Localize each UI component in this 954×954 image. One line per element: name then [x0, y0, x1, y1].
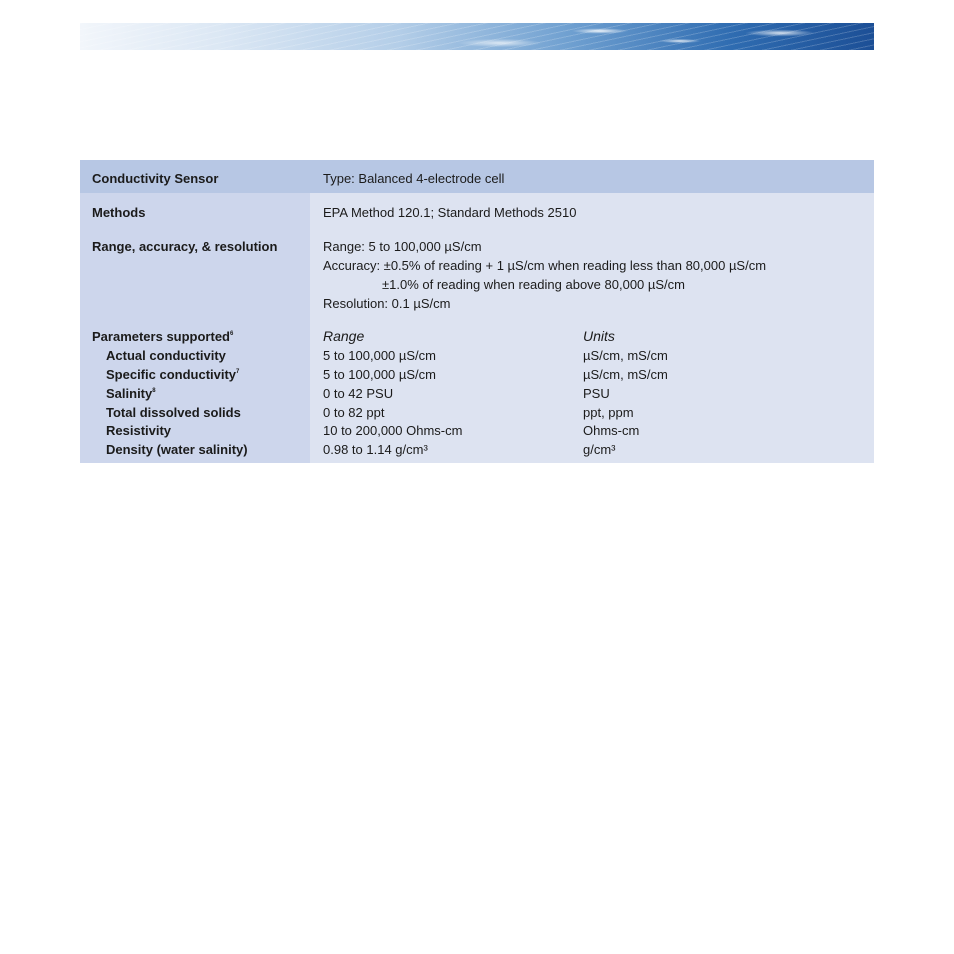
parameter-range: 5 to 100,000 µS/cm — [323, 367, 437, 382]
parameter-name: Salinity$^8$ — [106, 386, 156, 401]
parameter-units: µS/cm, mS/cm — [583, 367, 668, 382]
range-value: Range: 5 to 100,000 µS/cm — [323, 239, 482, 254]
units-column-header: Units — [583, 328, 615, 344]
footnote-marker: 7 — [236, 369, 240, 375]
parameter-name: Specific conductivity$^7$ — [106, 367, 240, 382]
footnote-marker: 6 — [230, 331, 234, 337]
methods-value: EPA Method 120.1; Standard Methods 2510 — [323, 205, 577, 220]
footnote-marker: 8 — [152, 388, 156, 394]
parameter-range: 10 to 200,000 Ohms-cm — [323, 423, 463, 438]
sensor-label: Conductivity Sensor — [92, 171, 219, 186]
sensor-type: Type: Balanced 4-electrode cell — [323, 171, 505, 186]
accuracy-value-1: Accuracy: ±0.5% of reading + 1 µS/cm when reading less than 80,000 µS/cm — [323, 258, 767, 273]
parameter-range: 0 to 82 ppt — [323, 405, 385, 420]
parameter-units: Ohms-cm — [583, 423, 640, 438]
range-column-header: Range — [323, 328, 365, 344]
parameter-units: ppt, ppm — [583, 405, 634, 420]
parameter-units: µS/cm, mS/cm — [583, 348, 668, 363]
parameter-units: PSU — [583, 386, 610, 401]
accuracy-value-2: ±1.0% of reading when reading above 80,000 µS/cm — [382, 277, 685, 292]
parameter-range: 0 to 42 PSU — [323, 386, 394, 401]
header-banner — [80, 23, 874, 50]
parameter-range: 0.98 to 1.14 g/cm³ — [323, 442, 428, 457]
range-accuracy-label: Range, accuracy, & resolution — [92, 239, 278, 254]
conductivity-spec-table — [80, 160, 874, 463]
parameter-name: Resistivity — [106, 423, 172, 438]
methods-label: Methods — [92, 205, 146, 220]
resolution-value: Resolution: 0.1 µS/cm — [323, 296, 451, 311]
parameter-name: Density (water salinity) — [106, 442, 248, 457]
parameter-range: 5 to 100,000 µS/cm — [323, 348, 437, 363]
parameters-label: Parameters supported$^6$ — [92, 329, 234, 344]
parameter-units: g/cm³ — [583, 442, 616, 457]
parameter-name: Total dissolved solids — [106, 405, 241, 420]
parameter-name: Actual conductivity — [106, 348, 226, 363]
